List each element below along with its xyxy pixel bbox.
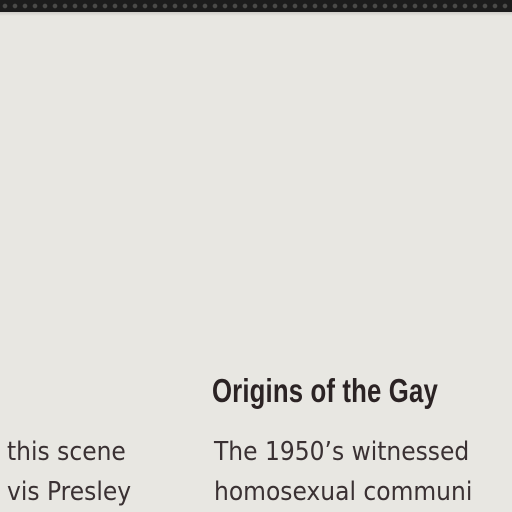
text-line: The 1950’s witnessed (214, 437, 470, 467)
section-heading: Origins of the Gay (212, 372, 438, 409)
text-line: this scene (7, 437, 126, 467)
left-column-text (7, 432, 131, 512)
text-line: vis Presley (7, 477, 132, 507)
text-line: homosexual communi (214, 477, 473, 507)
right-column-text (214, 432, 472, 512)
film-strip-edge (0, 0, 512, 12)
edge-shadow (0, 12, 512, 16)
